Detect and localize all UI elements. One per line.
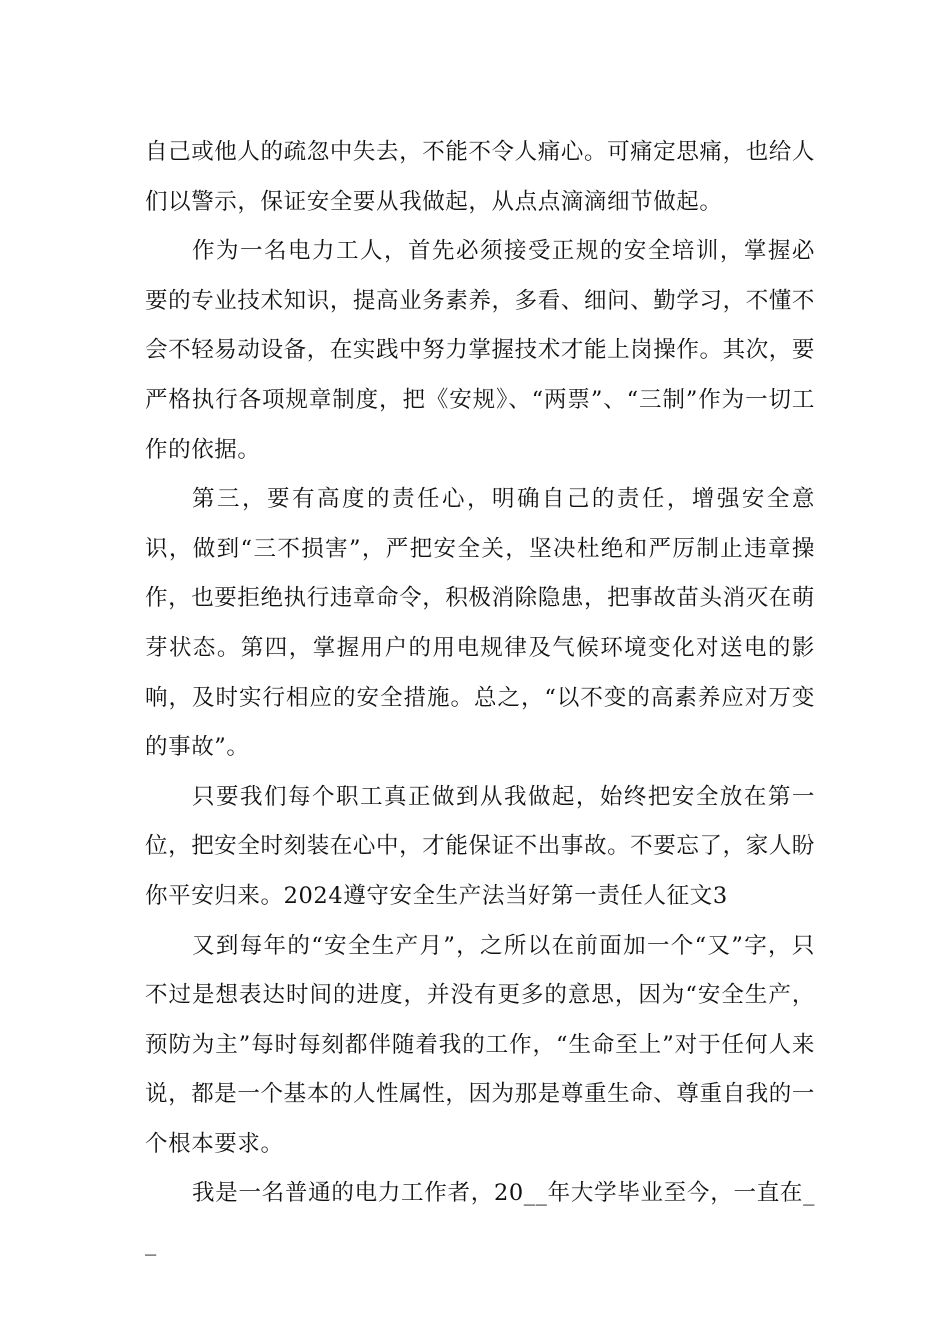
paragraph-safety-month: 又到每年的“安全生产月”，之所以在前面加一个“又”字，只不过是想表达时间的进度，并没有更多的意思，因为“安全生产，预防为主”每时每刻都伴随着我的工作，“生命至上”对于任何人来说，都是一个基本的人性属性，因为那是尊重生命、尊重自我的一个根本要求。 xyxy=(145,932,815,1157)
paragraph-continued: 自己或他人的疏忽中失去，不能不令人痛心。可痛定思痛，也给人们以警示，保证安全要从我做起，从点点滴滴细节做起。 xyxy=(145,139,815,215)
paragraph-start-with-me: 只要我们每个职工真正做到从我做起，始终把安全放在第一位，把安全时刻装在心中，才能保证不出事故。不要忘了，家人盼你平安归来。2024遵守安全生产法当好第一责任人征文3 xyxy=(145,783,815,909)
paragraph-electric-worker-training: 作为一名电力工人，首先必须接受正规的安全培训，掌握必要的专业技术知识，提高业务素养，多看、细问、勤学习，不懂不会不轻易动设备，在实践中努力掌握技术才能上岗操作。其次，要严格执行各项规章制度，把《安规》、“两票”、“三制”作为一切工作的依据。 xyxy=(145,238,815,463)
paragraph-ordinary-worker: 我是一名普通的电力工作者，20__年大学毕业至今，一直在__ xyxy=(145,1180,815,1257)
paragraph-responsibility: 第三，要有高度的责任心，明确自己的责任，增强安全意识，做到“三不损害”，严把安全关，坚决杜绝和严厉制止违章操作，也要拒绝执行违章命令，积极消除隐患，把事故苗头消灭在萌芽状态。第四，掌握用户的用电规律及气候环境变化对送电的影响，及时实行相应的安全措施。总之，“以不变的高素养应对万变的事故”。 xyxy=(145,486,815,761)
body-text xyxy=(145,128,815,1269)
